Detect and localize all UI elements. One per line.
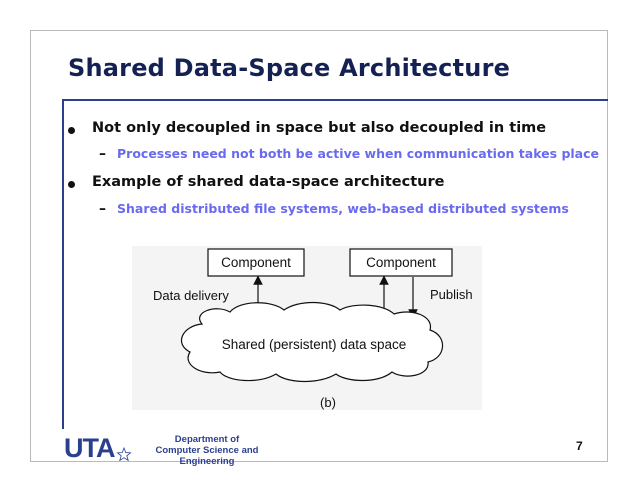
page-number: 7 [576,439,583,453]
cloud-label: Shared (persistent) data space [221,337,407,352]
bullet-2-sub-text: Shared distributed file systems, web-based distributed systems [117,201,569,216]
figure-caption: (b) [320,395,336,410]
title-rule [62,99,608,101]
uta-logo [64,432,134,462]
publish-label: Publish [430,287,473,302]
left-rule [62,99,64,429]
star-icon [118,448,131,460]
shared-data-space-diagram [132,246,482,410]
department-line-1: Department of [174,434,240,445]
bullet-dot [68,181,75,188]
component-left-label: Component [221,255,291,270]
data-delivery-label: Data delivery [153,288,229,303]
sub-dash: – [99,146,106,162]
slide-title: Shared Data-Space Architecture [68,54,511,82]
bullet-1-sub-text: Processes need not both be active when communication takes place [117,146,600,161]
uta-logo-text: UTA [64,433,115,462]
bullet-1-text: Not only decoupled in space but also decoupled in time [92,120,547,136]
component-right-label: Component [366,255,436,270]
department-line-2: Computer Science and Engineering [155,445,259,467]
bullet-dot [68,127,75,134]
department-label [136,434,278,467]
sub-dash: – [99,201,106,217]
bullet-2-text: Example of shared data-space architecture [92,174,445,190]
